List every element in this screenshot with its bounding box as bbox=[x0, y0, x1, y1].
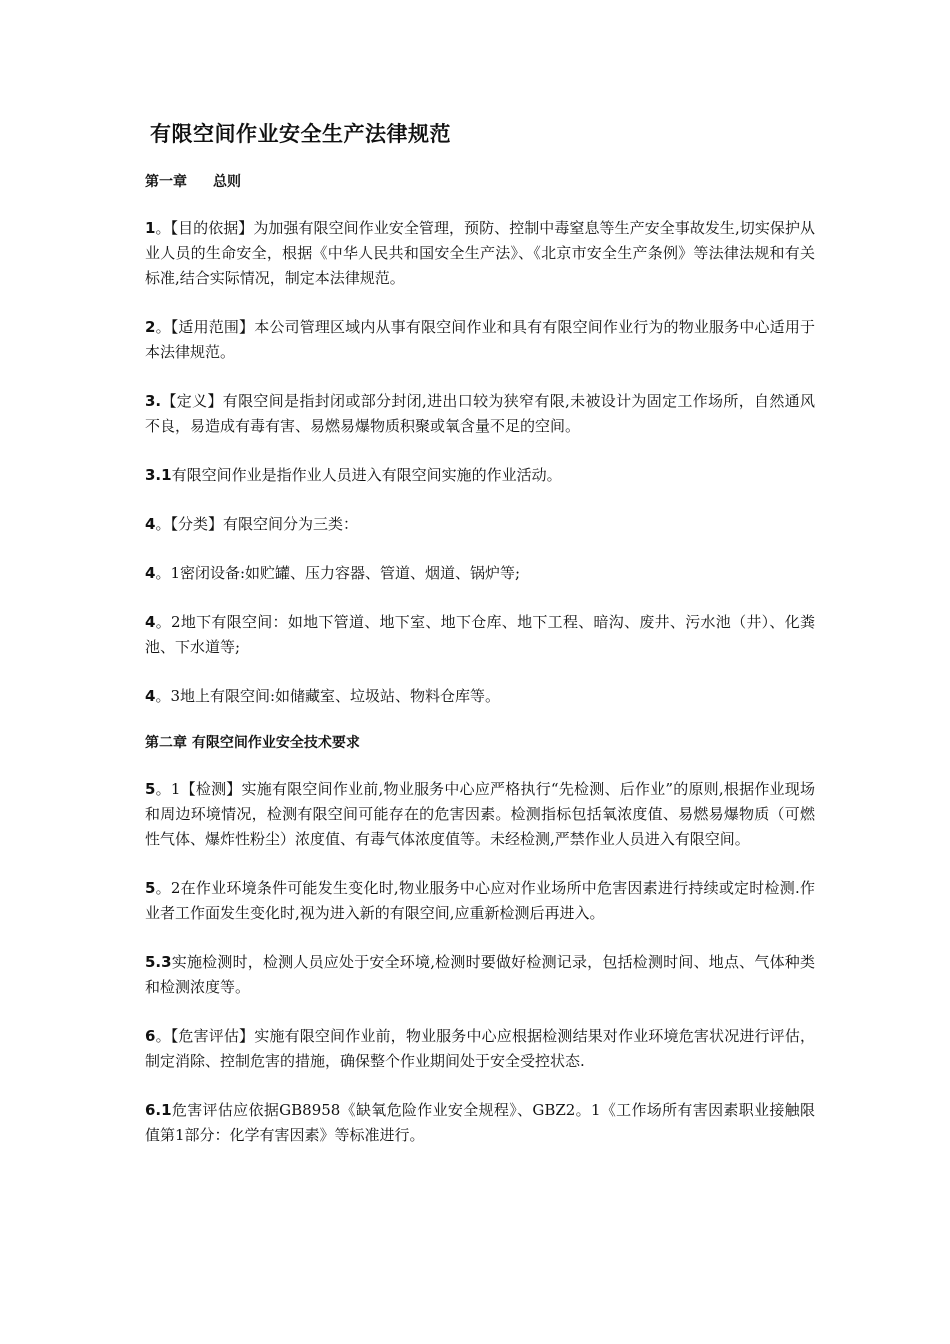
paragraph-4-1 bbox=[145, 561, 815, 586]
paragraph-1-text: 。【目的依据】为加强有限空间作业安全管理，预防、控制中毒窒息等生产安全事故发生,切实保护从业人员的生命安全，根据《中华人民共和国安全生产法》、《北京市安全生产条例》等法律法规和有关标准,结合实际情况，制定本法律规范。 bbox=[145, 219, 815, 287]
chapter-1-label: 第一章 bbox=[145, 174, 187, 190]
paragraph-4-3-text: 。3地上有限空间:如储藏室、垃圾站、物料仓库等。 bbox=[155, 687, 501, 705]
chapter-1-heading bbox=[145, 170, 815, 194]
paragraph-4-1-number: 4 bbox=[145, 564, 156, 582]
paragraph-5-1 bbox=[145, 777, 815, 852]
chapter-2-name: 有限空间作业安全技术要求 bbox=[191, 735, 360, 751]
paragraph-6-text: 。【危害评估】实施有限空间作业前，物业服务中心应根据检测结果对作业环境危害状况进行评估，制定消除、控制危害的措施，确保整个作业期间处于安全受控状态. bbox=[145, 1027, 815, 1070]
paragraph-6-1 bbox=[145, 1098, 815, 1148]
paragraph-5-3-text: 实施检测时，检测人员应处于安全环境,检测时要做好检测记录，包括检测时间、地点、气体种类和检测浓度等。 bbox=[145, 953, 815, 996]
paragraph-3-1 bbox=[145, 463, 815, 488]
chapter-2-label: 第二章 bbox=[145, 735, 187, 751]
paragraph-4 bbox=[145, 512, 815, 537]
paragraph-3-text: 【定义】有限空间是指封闭或部分封闭,进出口较为狭窄有限,未被设计为固定工作场所，自然通风不良，易造成有毒有害、易燃易爆物质积聚或氧含量不足的空间。 bbox=[145, 392, 815, 435]
paragraph-4-3 bbox=[145, 684, 815, 709]
paragraph-5-1-number: 5 bbox=[145, 780, 156, 798]
document-body bbox=[145, 118, 815, 1148]
paragraph-5-2 bbox=[145, 876, 815, 926]
chapter-2-heading bbox=[145, 731, 815, 755]
paragraph-6-1-text: 危害评估应依据GB8958《缺氧危险作业安全规程》、GBZ2。1《工作场所有害因素职业接触限值第1部分：化学有害因素》等标准进行。 bbox=[145, 1101, 815, 1144]
paragraph-5-1-text: 。1【检测】实施有限空间作业前,物业服务中心应严格执行“先检测、后作业”的原则,根据作业现场和周边环境情况，检测有限空间可能存在的危害因素。检测指标包括氧浓度值、易燃易爆物质（可燃性气体、爆炸性粉尘）浓度值、有毒气体浓度值等。未经检测,严禁作业人员进入有限空间。 bbox=[145, 780, 815, 848]
paragraph-4-number: 4 bbox=[145, 515, 156, 533]
paragraph-3-number: 3. bbox=[145, 392, 162, 410]
paragraph-4-2 bbox=[145, 610, 815, 660]
paragraph-6-number: 6 bbox=[145, 1027, 156, 1045]
paragraph-4-1-text: 。1密闭设备:如贮罐、压力容器、管道、烟道、锅炉等; bbox=[155, 564, 521, 582]
paragraph-1 bbox=[145, 216, 815, 291]
paragraph-4-2-text: 。2地下有限空间：如地下管道、地下室、地下仓库、地下工程、暗沟、废井、污水池（井）、化粪池、下水道等; bbox=[145, 613, 815, 656]
paragraph-3-1-number: 3.1 bbox=[145, 466, 172, 484]
paragraph-6-1-number: 6.1 bbox=[145, 1101, 172, 1119]
paragraph-4-text: 。【分类】有限空间分为三类： bbox=[155, 515, 358, 533]
paragraph-1-number: 1 bbox=[145, 219, 156, 237]
chapter-1-name: 总则 bbox=[213, 174, 241, 190]
paragraph-5-2-text: 。2在作业环境条件可能发生变化时,物业服务中心应对作业场所中危害因素进行持续或定时检测.作业者工作面发生变化时,视为进入新的有限空间,应重新检测后再进入。 bbox=[145, 879, 815, 922]
paragraph-5-3-number: 5.3 bbox=[145, 953, 172, 971]
paragraph-5-3 bbox=[145, 950, 815, 1000]
paragraph-3 bbox=[145, 389, 815, 439]
paragraph-2 bbox=[145, 315, 815, 365]
paragraph-4-3-number: 4 bbox=[145, 687, 156, 705]
paragraph-2-number: 2 bbox=[145, 318, 156, 336]
paragraph-6 bbox=[145, 1024, 815, 1074]
paragraph-3-1-text: 有限空间作业是指作业人员进入有限空间实施的作业活动。 bbox=[171, 466, 562, 484]
document-title: 有限空间作业安全生产法律规范 bbox=[150, 122, 451, 146]
paragraph-2-text: 。【适用范围】本公司管理区域内从事有限空间作业和具有有限空间作业行为的物业服务中心适用于本法律规范。 bbox=[145, 318, 815, 361]
paragraph-5-2-number: 5 bbox=[145, 879, 156, 897]
paragraph-4-2-number: 4 bbox=[145, 613, 156, 631]
